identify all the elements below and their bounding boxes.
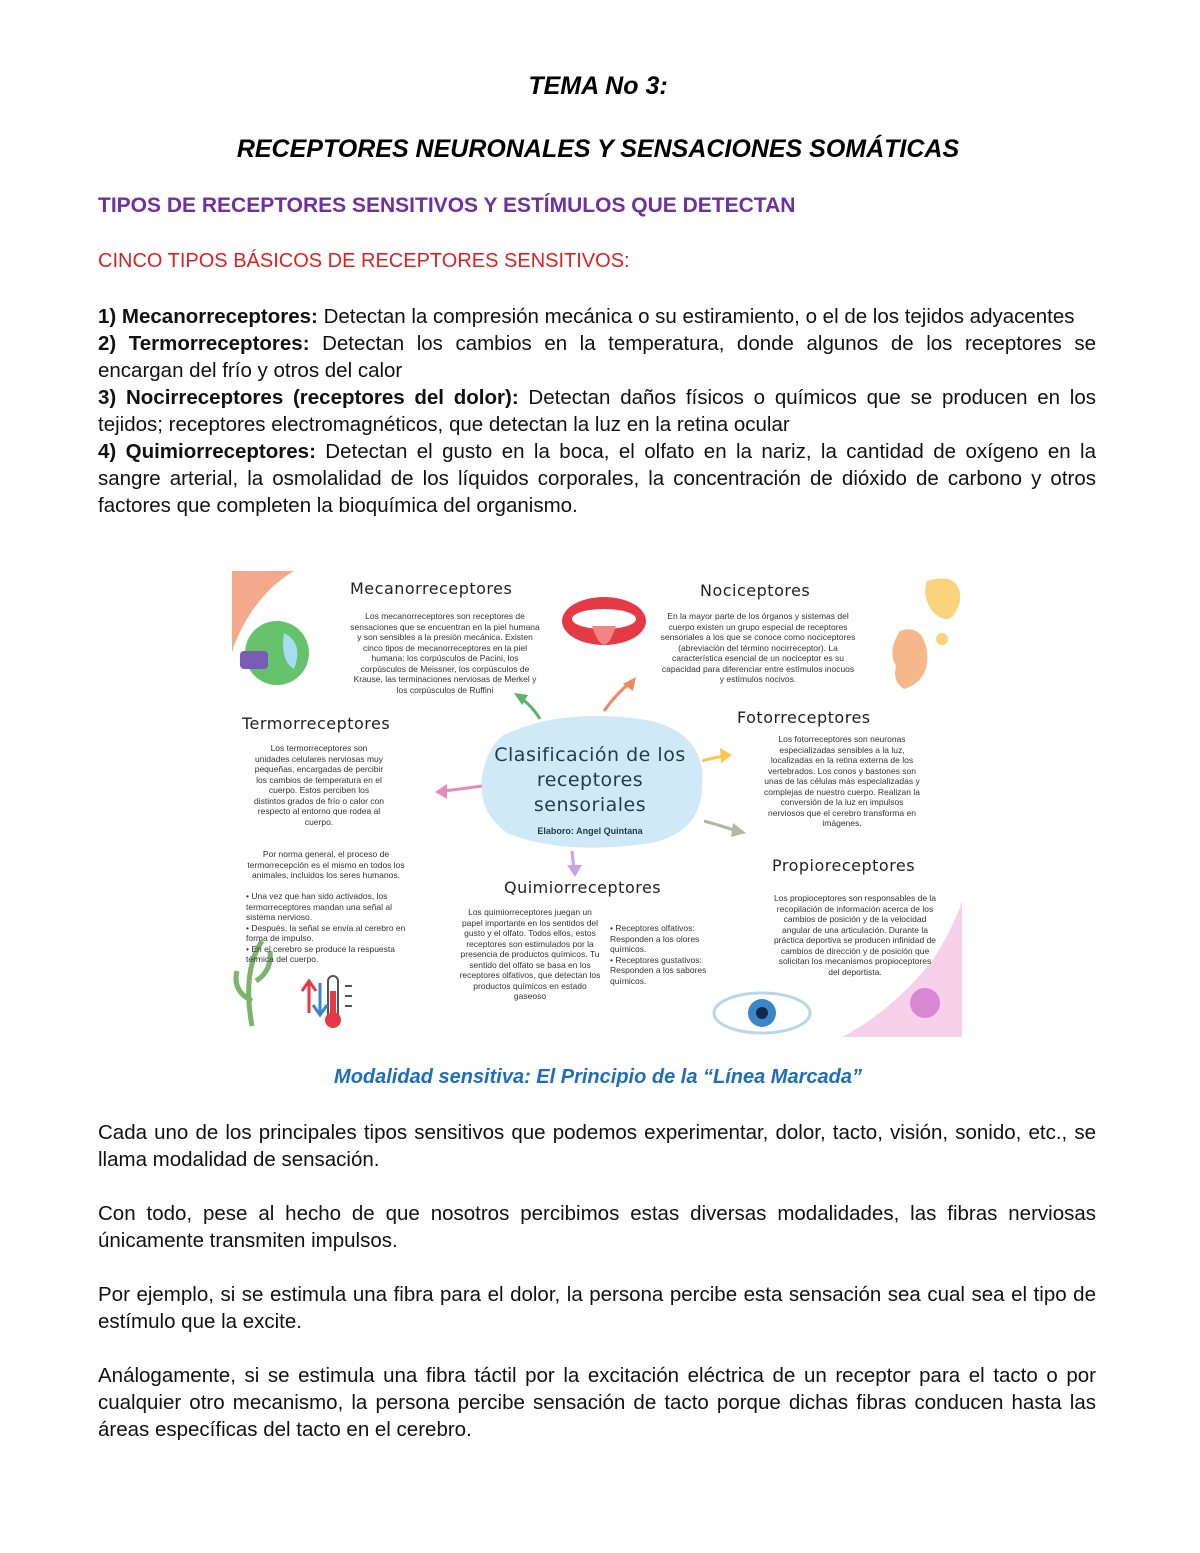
- item-label: 4) Quimiorreceptores:: [98, 440, 316, 463]
- decor-dot: [910, 988, 940, 1018]
- termo-text: Los termorreceptores son unidades celulares nerviosas muy pequeñas, encargadas de percibir los cambios de temperatura en el cuerpo. Estos perciben los distintos grados de frío o calor con respecto al entorno que rodea al cuerpo.: [254, 743, 384, 827]
- receptor-types-list: [98, 303, 1096, 519]
- paragraph: Cada uno de los principales tipos sensitivos que podemos experimentar, dolor, tacto, visión, sonido, etc., se llama modalidad de sensación.: [98, 1121, 1096, 1171]
- document-subtitle: RECEPTORES NEURONALES Y SENSACIONES SOMÁTICAS: [236, 135, 960, 163]
- noci-text: En la mayor parte de los órganos y sistemas del cuerpo existen un grupo especial de receptores sensoriales a los que se conoce como nociceptores (abreviación del término nocirreceptor). La característica esencial de un nociceptor es su capacidad para diferenciar entre estímulos inocuos y estímulos nocivos.: [660, 611, 856, 684]
- item-label: 2) Termorreceptores:: [98, 332, 310, 355]
- figure-caption: Modalidad sensitiva: El Principio de la “Línea Marcada”: [334, 1066, 862, 1088]
- ear-icon: [892, 629, 927, 689]
- arrow: [704, 821, 737, 831]
- quimio-text: Los quimiorreceptores juegan un papel importante en los sentidos del gusto y el olfato. Todos ellos, estos receptores son estimulados por la presencia de productos químicos. Tu sentido del olfato se basa en los receptores olfativos, que detectan los productos químicos en estado gaseoso: [459, 907, 601, 1001]
- item-label: 1) Mecanorreceptores:: [98, 305, 318, 328]
- document-title: TEMA No 3:: [528, 72, 668, 100]
- eye-pupil: [756, 1007, 768, 1019]
- quimio-title: Quimiorreceptores: [504, 878, 662, 897]
- list-item: • Receptores olfativos: Responden a los olores químicos.: [610, 923, 700, 954]
- item-label: 3) Nocirreceptores (receptores del dolor):: [98, 386, 519, 409]
- item-text: Detectan los cambios en la temperatura, donde algunos de los receptores se encargan del frío y otros del calor: [98, 332, 1096, 382]
- arrow-head: [567, 865, 582, 877]
- noci-title: Nociceptores: [700, 581, 811, 600]
- propio-title: Propioreceptores: [772, 856, 916, 875]
- arrow-head: [731, 823, 746, 837]
- thermometer-level: [330, 991, 336, 1019]
- list-item: [98, 384, 1096, 438]
- termo-bullets: [246, 891, 406, 965]
- arrow: [522, 699, 540, 719]
- propio-text: Los propioceptores son responsables de la recopilación de información acerca de los cambios de posición y de la velocidad angular de una articulación. Durante la práctica deportiva se producen infinidad de cambios de dirección y de posición que solicitan los mecanismos propioceptores del deportista.: [773, 893, 937, 977]
- paragraph: Con todo, pese al hecho de que nosotros percibimos estas diversas modalidades, las fibras nerviosas únicamente transmiten impulsos.: [98, 1202, 1096, 1252]
- list-item: • Una vez que han sido activados, los termorreceptores mandan una señal al sistema nervioso.: [246, 891, 392, 922]
- paragraph: Análogamente, si se estimula una fibra táctil por la excitación eléctrica de un receptor para el tacto o por cualquier otro mecanismo, la persona percibe sensación de tacto porque dichas fibras conducen hasta las áreas específicas del tacto en el cerebro.: [98, 1364, 1096, 1441]
- decor-dot: [936, 633, 948, 645]
- list-item: [98, 330, 1096, 384]
- quimio-bullets: [610, 923, 728, 986]
- decor-shape: [925, 579, 960, 620]
- arrow-head: [720, 748, 732, 763]
- center-author: Elaboro: Angel Quintana: [537, 826, 643, 836]
- touch-icon-sleeve: [240, 651, 268, 669]
- foto-text: Los fotorreceptores son neuronas especializadas sensibles a la luz, localizadas en la retina externa de los vertebrados. Los conos y bastones son unas de las células más especializadas y complejas de nuestro cuerpo. Realizan la conversión de la luz en impulsos nerviosos que el cerebro transforma en imágenes.: [764, 734, 920, 828]
- list-item: • Receptores gustativos: Responden a los sabores químicos.: [610, 954, 707, 986]
- item-text: Detectan el gusto en la boca, el olfato en la nariz, la cantidad de oxígeno en la sangre arterial, la osmolalidad de los líquidos corporales, la concentración de dióxido de carbono y otros factores que completen la bioquímica del organismo.: [98, 440, 1096, 517]
- item-text: Detectan la compresión mecánica o su estiramiento, o el de los tejidos adyacentes: [317, 305, 1075, 328]
- center-title: Clasificación de los receptores sensoriales: [494, 744, 686, 816]
- termo-title: Termorreceptores: [242, 714, 391, 733]
- list-item: • Después, la señal se envía al cerebro en forma de impulso.: [246, 922, 406, 943]
- item-text: Detectan daños físicos o químicos que se producen en los tejidos; receptores electromagnéticos, que detectan la luz en la retina ocular: [98, 386, 1096, 436]
- thermometer-scale: [345, 986, 352, 1006]
- receptor-classification-infographic: [232, 571, 962, 1037]
- arrow: [604, 683, 630, 711]
- termo-text-2: Por norma general, el proceso de termorrecepción es el mismo en todos los animales, incluidos los seres humanos.: [247, 849, 405, 880]
- section-heading: TIPOS DE RECEPTORES SENSITIVOS Y ESTÍMULOS QUE DETECTAN: [98, 194, 796, 217]
- mecano-text: Los mecanorreceptores son receptores de sensaciones que se encuentran en la piel humana y son sensibles a la presión mecánica. Existen cinco tipos de mecanorreceptores en la piel humana: los corpúsculos de Pacini, los corpúsculos de Meissner, los corpúsculos de Krause, las terminaciones nerviosas de Merkel y los corpúsculos de Ruffini: [350, 611, 540, 695]
- foto-title: Fotorreceptores: [737, 708, 871, 727]
- arrow: [444, 786, 482, 791]
- mecano-title: Mecanorreceptores: [350, 579, 513, 598]
- paragraph: Por ejemplo, si se estimula una fibra para el dolor, la persona percibe esta sensación sea cual sea el tipo de estímulo que la excite.: [98, 1283, 1096, 1333]
- list-item: [98, 303, 1096, 330]
- subheading: CINCO TIPOS BÁSICOS DE RECEPTORES SENSITIVOS:: [98, 250, 630, 272]
- list-item: [98, 438, 1096, 519]
- list-item: • En el cerebro se produce la respuesta térmica del cuerpo.: [246, 943, 395, 964]
- arrow-head: [435, 784, 447, 799]
